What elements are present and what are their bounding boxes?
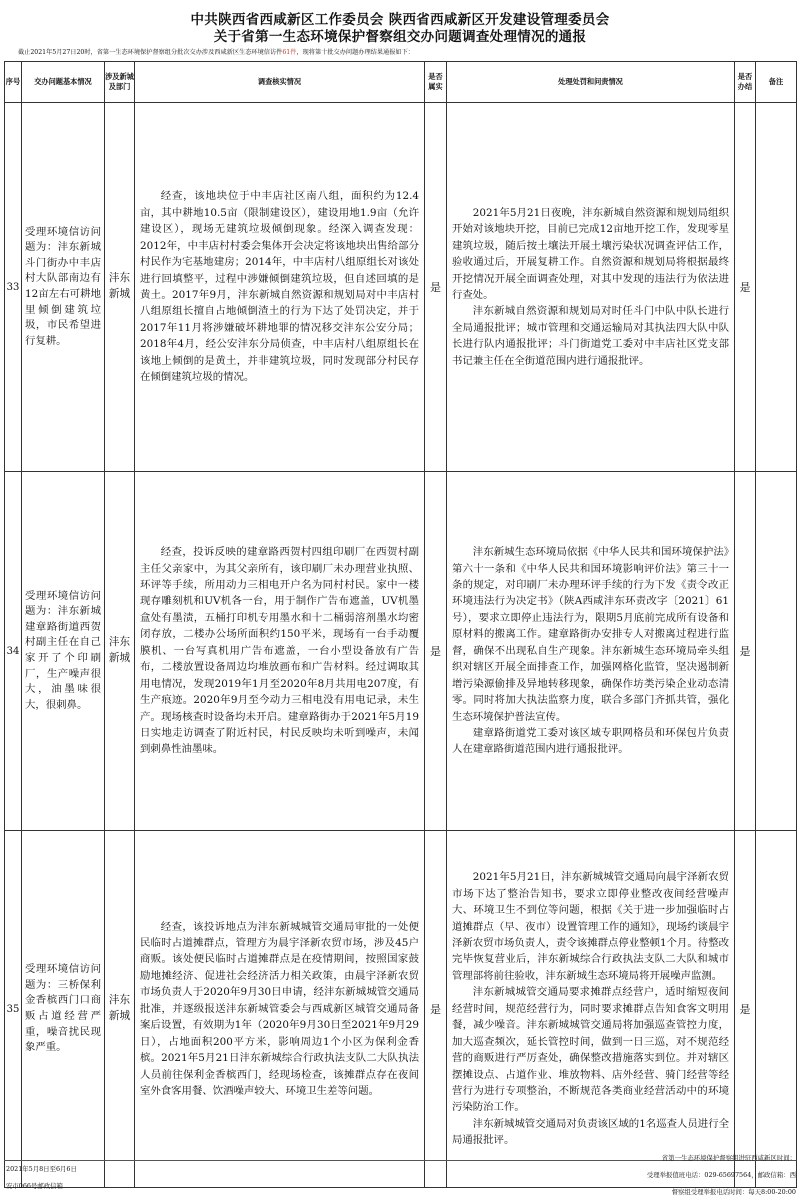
row-handling bbox=[447, 472, 735, 831]
intro-text bbox=[18, 47, 788, 56]
row-verified: 是 bbox=[425, 472, 447, 831]
report-table bbox=[4, 61, 797, 1188]
col-header-investigation: 调查核实情况 bbox=[135, 62, 425, 103]
intro-before: 截止2021年5月27日20时，省第一生态环境保护督察组分批次交办涉及西咸新区生态环境信访件 bbox=[18, 49, 283, 56]
table-row bbox=[5, 103, 797, 472]
handling-paragraph: 建章路街道党工委对该区域专职网格员和环保包片负责人在建章路街道范围内进行通报批评。 bbox=[452, 726, 729, 756]
handling-paragraph: 沣东新城生态环境局依据《中华人民共和国环境保护法》第六十一条和《中华人民共和国环境影响评价法》第三十一条的规定，对印刷厂未办理环评手续的行为下发《责令改正环境违法行为决定书》（陕A西咸沣东环责改字〔2021〕61号），要求立即停止违法行为，限期5月底前完成所有设备和原材料的搬离工作。建章路街办安排专人对搬离过程进行监督，确保不出现私自生产现象。沣东新城生态环境局牵头组织对辖区开展全面排查工作，加强网格化监管，坚决遏制新增污染源偷排及异地转移现象，确保作坊类污染企业动态清零。同时将加大执法监察力度，联合多部门齐抓共管，强化生态环境保护普法宣传。 bbox=[452, 546, 729, 723]
col-header-remark: 备注 bbox=[756, 62, 797, 103]
col-header-dept: 涉及新城及部门 bbox=[105, 62, 135, 103]
table-header-row bbox=[5, 62, 797, 103]
handling-paragraph: 2021年5月21日，沣东新城城管交通局向晨宇泽新农贸市场下达了整治告知书，要求立即停业整改夜间经营噪声大、环境卫生不到位等问题，根据《关于进一步加强临时占道摊群点（早、夜市）设置管理工作的通知》，现场约谈晨宇泽新农贸市场负责人，责令该摊群点停业整顿1个月。待整改完毕恢复营业后，沣东新城综合行政执法支队二大队和城市管理部将前往验收，沣东新城生态环境局将开展噪声监测。 bbox=[452, 871, 729, 982]
row-verified: 是 bbox=[425, 103, 447, 472]
row-remark bbox=[756, 472, 797, 831]
footer-mailbox: 安市066号邮政信箱 bbox=[6, 1182, 63, 1190]
handling-paragraph: 沣东新城自然资源和规划局对时任斗门中队中队长进行全局通报批评；城市管理和交通运输局对其执法四大队中队长进行队内通报批评；斗门街道党工委对中丰店社区党支部书记兼主任在全街道范围内进行通报批评。 bbox=[452, 305, 729, 367]
row-problem: 受理环境信访问题为：沣东新城斗门街办中丰店村大队部南边有12亩左右可耕地里倾倒建筑垃圾，市民希望进行复耕。 bbox=[22, 103, 105, 472]
row-investigation: 经查，该投诉地点为沣东新城城管交通局审批的一处便民临时占道摊群点，管理方为晨宇泽新农贸市场，涉及45户商贩。该处便民临时占道摊群点是在疫情期间，按照国家鼓励地摊经济、促进社会经济活力相关政策，由晨宇泽新农贸市场负责人于2020年9月30日申请，经沣东新城城管交通局批准，并逐级报送沣东新城管委会与西咸新区城管交通局备案后设置，有效期为1年（2020年9月30日至2021年9月29日），占地面积200平方米，影响周边1个小区为保利金香槟。2021年5月21日沣东新城综合行政执法支队二大队执法人员前往保利金香槟西门，经现场检查，该摊群点存在夜间室外食客用餐、饮酒噪声较大、环境卫生差等问题。 bbox=[135, 831, 425, 1188]
row-verified: 是 bbox=[425, 831, 447, 1188]
col-header-handling: 处理处罚和问责情况 bbox=[447, 62, 735, 103]
footer-dates: 2021年5月8日至6月6日 bbox=[6, 1165, 77, 1173]
header-title-line1: 中共陕西省西咸新区工作委员会 陕西省西咸新区开发建设管理委员会 bbox=[190, 12, 610, 28]
row-handling bbox=[447, 831, 735, 1188]
row-dept: 沣东新城 bbox=[105, 831, 135, 1188]
row-dept: 沣东新城 bbox=[105, 472, 135, 831]
header-title-line2: 关于省第一生态环境保护督察组交办问题调查处理情况的通报 bbox=[213, 29, 587, 45]
row-problem: 受理环境信访问题为：沣东新城建章路街道西贺村副主任在自己家开了个印刷厂，生产噪声很大，油墨味很大，很刺鼻。 bbox=[22, 472, 105, 831]
row-settled: 是 bbox=[735, 472, 756, 831]
row-problem: 受理环境信访问题为：三桥保利金香槟西门口商贩占道经营严重，噪音扰民现象严重。 bbox=[22, 831, 105, 1188]
footer-office: 省第一生态环境保护督察组进驻西咸新区时间： bbox=[661, 1154, 796, 1162]
row-handling bbox=[447, 103, 735, 472]
table-row bbox=[5, 831, 797, 1188]
row-number: 33 bbox=[5, 103, 22, 472]
row-number: 35 bbox=[5, 831, 22, 1188]
row-remark bbox=[756, 103, 797, 472]
table-row bbox=[5, 472, 797, 831]
handling-paragraph: 沣东新城城管交通局对负责该区域的1名巡查人员进行全局通报批评。 bbox=[452, 1117, 729, 1147]
intro-count: 61件 bbox=[282, 49, 297, 56]
col-header-settled: 是否办结 bbox=[735, 62, 756, 103]
col-header-problem: 交办问题基本情况 bbox=[22, 62, 105, 103]
col-header-seq: 序号 bbox=[5, 62, 22, 103]
footer-phone: 受理举报值班电话：029-65697564，邮政信箱：西 bbox=[646, 1171, 796, 1179]
handling-paragraph: 沣东新城城管交通局要求摊群点经营户，适时缩短夜间经营时间，规范经营行为，同时要求摊群点告知食客文明用餐，减少噪音。沣东新城城管交通局将加强巡查管控力度，加大巡查频次，延长管控时间，做到一日三巡，对不规范经营的商贩进行严厉查处，确保整改措施落实到位。并对辖区摆摊设点、占道作业、堆放物料、店外经营、骑门经营等经营行为进行专项整治，不断规范各类商业经营活动中的环境污染防治工作。 bbox=[452, 986, 729, 1114]
row-dept: 沣东新城 bbox=[105, 103, 135, 472]
row-number: 34 bbox=[5, 472, 22, 831]
row-investigation: 经查，投诉反映的建章路西贺村四组印刷厂在西贺村副主任父亲家中，为其父亲所有，该印刷厂未办理营业执照、环评等手续，所用动力三相电开户名为同村村民。家中一楼现存雕刻机和UV机各一台，用于制作广告布遮盖，UV机墨盒处有墨渍，五桶打印机专用墨水和十二桶弱溶剂墨水均密闭存放，二楼办公场所面积约150平米，现场有一台手动覆膜机、一台写真机用广告布遮盖，一台小型设备放有广告布，二楼放置设备周边均堆放画布和广告材料。经过调取其用电情况，发现2019年1月至2020年8月共用电207度，有生产痕迹。2020年9月至今动力三相电没有用电记录，未生产。现场核查时设备均未开启。建章路街办于2021年5月19日实地走访调查了附近村民，村民反映均未听到噪声，未闻到刺鼻性油墨味。 bbox=[135, 472, 425, 831]
col-header-verified: 是否属实 bbox=[425, 62, 447, 103]
row-remark bbox=[756, 831, 797, 1188]
row-settled: 是 bbox=[735, 103, 756, 472]
row-settled: 是 bbox=[735, 831, 756, 1188]
footer-hours: 督察组受理举报电话时间：每天8:00-20:00 bbox=[671, 1188, 796, 1196]
row-investigation: 经查，该地块位于中丰店社区南八组，面积约为12.4亩，其中耕地10.5亩（限制建设区），建设用地1.9亩（允许建设区），现场无建筑垃圾倾倒现象。经深入调查发现：2012年，中丰店村村委会集体开会决定将该地块出售给部分村民作为宅基地建房；2014年，中丰店村八组原组长对该处进行回填整平，过程中涉嫌倾倒建筑垃圾，但自述回填的是黄土。2017年9月，沣东新城自然资源和规划局对中丰店村八组原组长擅自占地倾倒渣土的行为下达了处罚决定，并于2017年11月将涉嫌破坏耕地罪的情况移交沣东公安分局；2018年4月，经公安沣东分局侦查，中丰店村八组原组长在该地上倾倒的是黄土，并非建筑垃圾，同时发现部分村民存在倾倒建筑垃圾的情况。 bbox=[135, 103, 425, 472]
handling-paragraph: 2021年5月21日夜晚，沣东新城自然资源和规划局组织开始对该地块开挖，目前已完成12亩地开挖工作，发现零星建筑垃圾，随后按土壤法开展土壤污染状况调查评估工作，验收通过后，开展复耕工作。自然资源和规划局将根据最终开挖情况开展全面调查处理，对其中发现的违法行为依法进行查处。 bbox=[452, 206, 729, 301]
intro-after: ，现将第十批交办问题办理结果通报如下： bbox=[296, 49, 414, 56]
